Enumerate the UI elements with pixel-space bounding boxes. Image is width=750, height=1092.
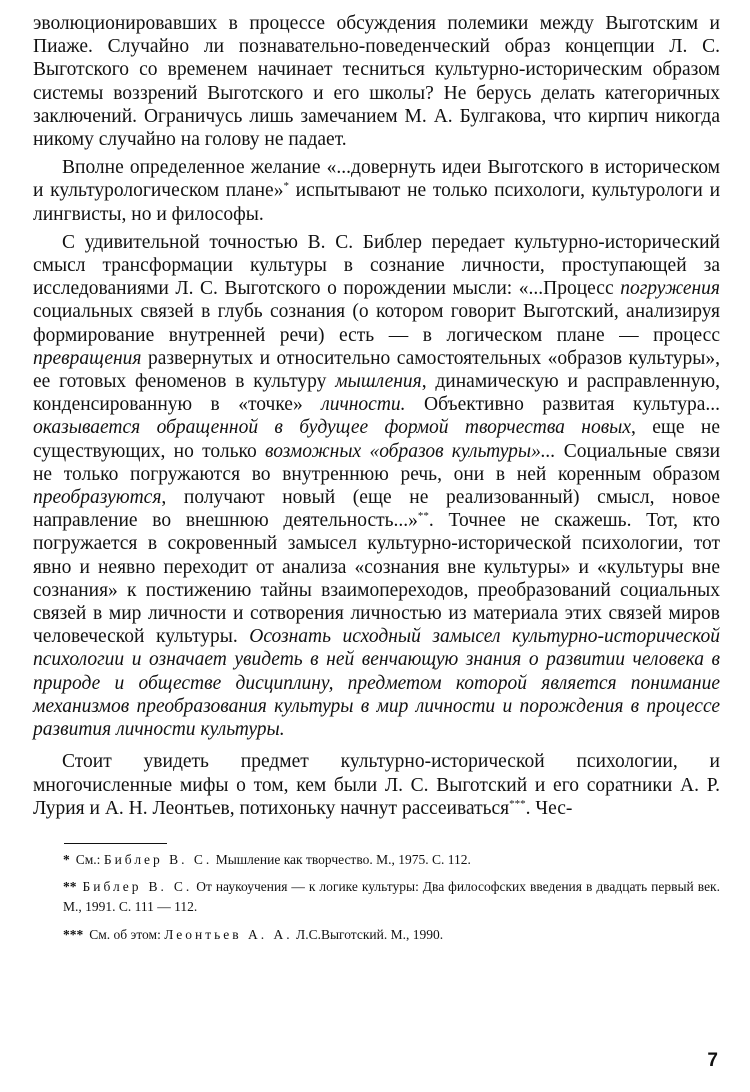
- text-run: [565, 417, 581, 438]
- text-run: С удивительной точностью В. С. Библер передает культурно-исторический смысл трансформации культуры в сознание личности, проступающей за исследованиями Л. С. Выготского о порождении мысли: «...Процесс: [33, 231, 720, 300]
- text-run: Л.С.Выготский. М., 1990.: [292, 926, 444, 942]
- text-run: Объективно развитая культура...: [405, 394, 720, 416]
- text-run: , еще не существующих, но только: [33, 417, 720, 462]
- text-run: Мышление как творчество. М., 1975. С. 112.: [212, 851, 471, 867]
- emphasis-text: личности.: [321, 394, 406, 416]
- emphasis-text: новых: [581, 417, 632, 439]
- footnote-ref: ***: [509, 797, 526, 810]
- text-run: социальных связей в глубь сознания (о котором говорит Выготский, анализируя формирование внутренней речи) есть — в логическом плане — процесс: [33, 301, 720, 346]
- footnote-1: [33, 850, 720, 870]
- text-run: См. об этом:: [89, 926, 165, 942]
- author-name: Библер В. С.: [103, 851, 213, 867]
- paragraph-4: [33, 750, 720, 820]
- emphasis-text: погружения: [620, 278, 720, 300]
- author-name: Леонтьев А. А.: [164, 926, 293, 942]
- text-run: Вполне определенное желание «...довернуть идеи Выготского в историческом и культурологическом плане»: [33, 157, 720, 202]
- emphasis-text: мышления: [335, 371, 422, 393]
- emphasis-text: оказывается обращенной в будущее формой творчества: [33, 417, 565, 439]
- emphasis-text: Осознать исходный замысел культурно-исторической психологии и означает увидеть в ней венчающую знания о развитии человека в природе и обществе дисциплину, предметом которой является понимание механизмов преобразования культуры в мир личности и порождения в процессе развития личности культуры.: [33, 626, 720, 741]
- text-run: испытывают не только психологи, культурологи и лингвисты, но и философы.: [33, 180, 721, 225]
- footnote-ref: *: [283, 180, 289, 193]
- paragraph-1: [33, 12, 720, 151]
- footnote-marker: **: [63, 878, 77, 894]
- text-run: Социальные связи не только погружаются во внутреннюю речь, они в ней коренным образом: [33, 440, 721, 485]
- text-run: . Чес-: [525, 797, 573, 819]
- text-run: . Точнее не скажешь. Тот, кто погружается в сокровенный замысел культурно-исторической психологии, тот явно и неявно переходит от анализа «сознания вне культуры» и «культуры вне сознания» к постижению тайны взаимопереходов, преобразований социальных связей в мир личности и сотворения личностью из материала этих связей миров человеческой культуры.: [33, 510, 721, 648]
- emphasis-text: превращения: [33, 347, 142, 369]
- page-number: 7: [707, 1050, 718, 1071]
- footnote-marker: ***: [63, 926, 84, 942]
- emphasis-text: возможных «образов культуры»...: [264, 440, 556, 462]
- footnote-ref: **: [417, 510, 429, 523]
- text-run: , получают новый (еще не реализованный) смысл, новое направление во внешнюю деятельность...»: [33, 487, 720, 532]
- text-run: Стоит увидеть предмет культурно-исторической психологии, и многочисленные мифы о том, кем были Л. С. Выготский и его соратники А. Р. Лурия и А. Н. Леонтьев, потихоньку начнут рассеиваться: [33, 751, 720, 819]
- footnote-separator: [64, 843, 167, 844]
- text-run: См.:: [75, 851, 104, 867]
- text-run: От наукоучения — к логике культуры: Два философских введения в двадцать первый век. М., 1991. С. 111 — 112.: [63, 878, 720, 914]
- text-run: , динамическую и расправленную, конденсированную в «точке»: [33, 371, 720, 416]
- text-run: эволюционировавших в процессе обсуждения полемики между Выготским и Пиаже. Случайно ли познавательно-поведенческий образ концепции Л. С. Выготского со временем начинает тесниться культурно-историческим образом системы воззрений Выготского и его школы? Не берусь делать категоричных заключений. Ограничусь лишь замечанием М. А. Булгакова, что кирпич никогда никому случайно на голову не падает.: [33, 13, 720, 151]
- paragraph-3: [33, 231, 720, 741]
- footnote-2: [33, 877, 720, 917]
- footnote-marker: *: [63, 851, 70, 867]
- author-name: Библер В. С.: [82, 878, 193, 894]
- text-run: развернутых и относительно самостоятельных «образов культуры», ее готовых феноменов в культуру: [33, 347, 720, 393]
- emphasis-text: преобразуются: [33, 487, 162, 509]
- paragraph-2: [33, 156, 720, 226]
- footnote-3: [33, 925, 720, 945]
